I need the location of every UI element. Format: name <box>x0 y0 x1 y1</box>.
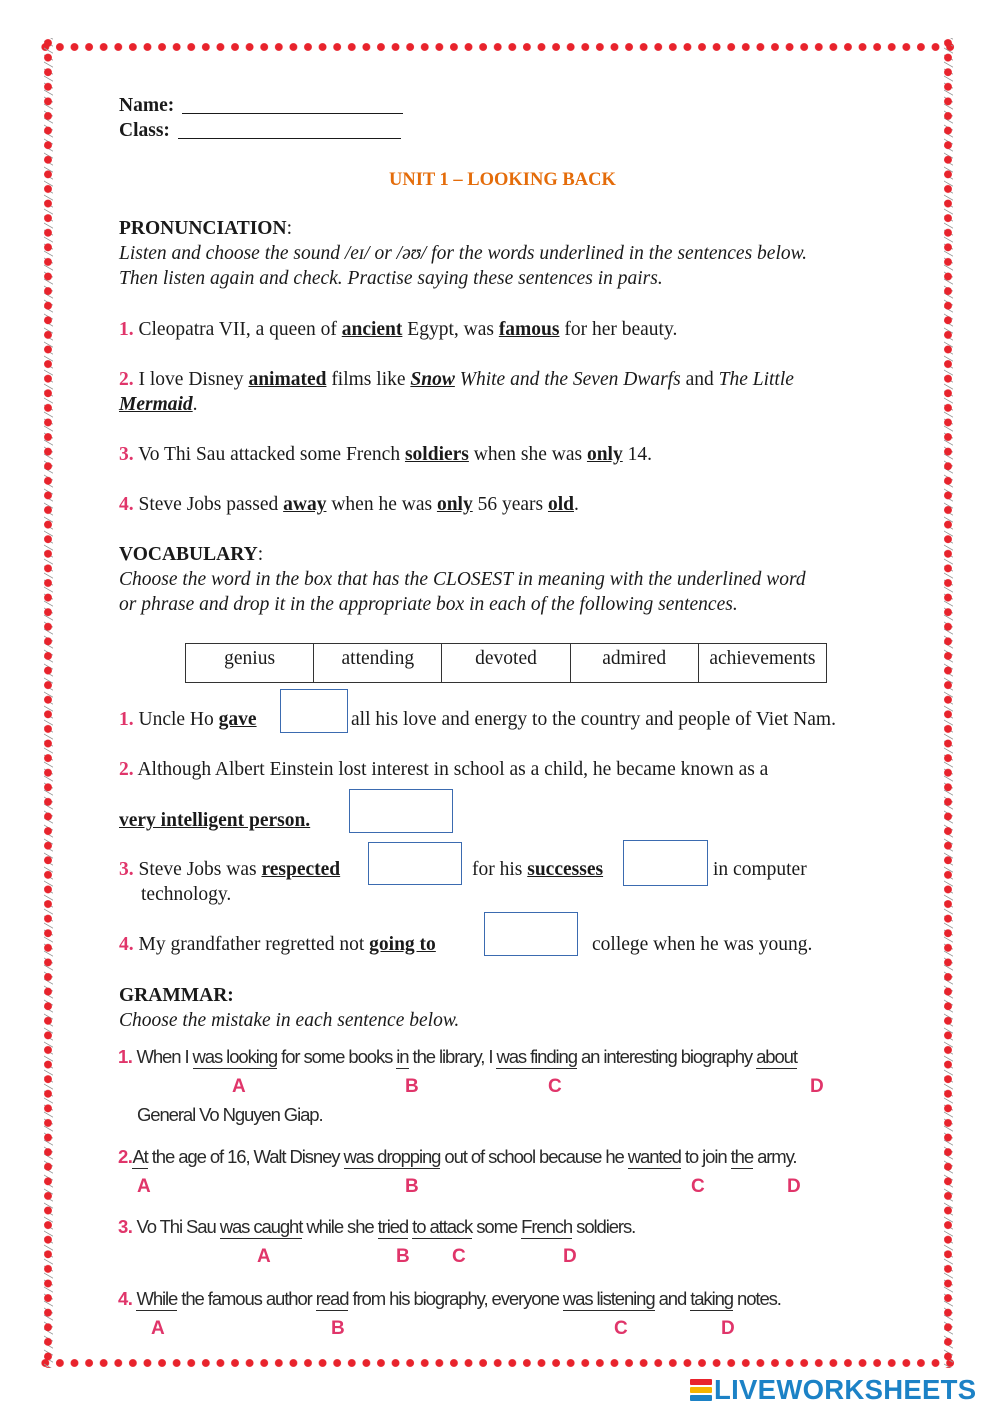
underlined-word: gave <box>218 709 257 730</box>
vocab-question-3-a: 3. Steve Jobs was respected <box>119 859 341 880</box>
class-label: Class: <box>119 120 170 141</box>
vocab-question-3-d: technology. <box>141 884 232 905</box>
word-bank <box>185 643 827 683</box>
page-title: UNIT 1 – LOOKING BACK <box>389 170 616 190</box>
grammar-instruction: Choose the mistake in each sentence below. <box>119 1010 460 1031</box>
pronunciation-instruction-1: Listen and choose the sound /eɪ/ or /əʊ/ for the words underlined in the sentences below. <box>119 243 808 264</box>
name-line <box>119 95 403 117</box>
vocab-question-3-b: for his successes <box>472 859 604 880</box>
option-letter[interactable]: D <box>563 1246 577 1267</box>
option-letter[interactable]: C <box>452 1246 466 1267</box>
vocabulary-instruction-2: or phrase and drop it in the appropriate box in each of the following sentences. <box>119 594 738 615</box>
option-letter[interactable]: B <box>405 1176 419 1197</box>
underlined-word: only <box>436 494 473 515</box>
grammar-question-4: 4. While the famous author read from his biography, everyone was listening and taking notes. <box>118 1288 781 1309</box>
option-letter[interactable]: C <box>548 1076 562 1097</box>
word-bank-item[interactable]: attending <box>314 644 442 682</box>
vocab-question-4-a: 4. My grandfather regretted not going to <box>119 934 436 955</box>
underlined-word: famous <box>498 319 560 340</box>
option-letter[interactable]: B <box>331 1318 345 1339</box>
pron-sentence-3: 3. Vo Thi Sau attacked some French soldiers when she was only 14. <box>119 444 652 465</box>
vocab-question-1-b: all his love and energy to the country and people of Viet Nam. <box>351 709 836 730</box>
grammar-questions-image <box>118 1040 866 1340</box>
grammar-question-1-cont: General Vo Nguyen Giap. <box>137 1104 323 1125</box>
answer-drop-box-5[interactable] <box>484 912 578 956</box>
underlined-word: soldiers <box>404 444 469 465</box>
class-blank <box>178 138 401 139</box>
word-bank-item[interactable]: genius <box>186 644 314 682</box>
pronunciation-instruction-2: Then listen again and check. Practise saying these sentences in pairs. <box>119 268 663 289</box>
underlined-word: successes <box>527 859 604 880</box>
answer-drop-box-4[interactable] <box>623 840 708 886</box>
answer-drop-box-1[interactable] <box>280 689 348 733</box>
option-letter[interactable]: D <box>721 1318 735 1339</box>
underlined-word: away <box>283 494 327 515</box>
vocab-question-4-b: college when he was young. <box>592 934 813 955</box>
pron-sentence-2-cont: Mermaid. <box>119 394 198 415</box>
class-line <box>119 120 401 142</box>
grammar-question-2: 2.At the age of 16, Walt Disney was dropping out of school because he wanted to join the army. <box>118 1146 797 1167</box>
top-border <box>38 40 960 54</box>
option-letter[interactable]: D <box>787 1176 801 1197</box>
grammar-question-3: 3. Vo Thi Sau was caught while she tried to attack some French soldiers. <box>118 1216 636 1237</box>
pron-sentence-1: 1. Cleopatra VII, a queen of ancient Egypt, was famous for her beauty. <box>119 319 678 340</box>
option-letter[interactable]: D <box>810 1076 824 1097</box>
word-bank-item[interactable]: admired <box>571 644 699 682</box>
option-letter[interactable]: C <box>614 1318 628 1339</box>
left-border <box>40 38 56 1368</box>
bottom-border <box>38 1356 960 1370</box>
underlined-phrase: very intelligent person. <box>119 810 311 831</box>
name-blank <box>182 113 403 114</box>
vocab-question-2: 2. Although Albert Einstein lost interest in school as a child, he became known as a <box>119 759 769 780</box>
option-letter[interactable]: A <box>232 1076 246 1097</box>
underlined-word: only <box>586 444 623 465</box>
underlined-word: Snow <box>410 369 455 390</box>
vocab-question-1-a: 1. Uncle Ho gave <box>119 709 257 730</box>
answer-drop-box-2[interactable] <box>349 789 453 833</box>
vocabulary-instruction-1: Choose the word in the box that has the CLOSEST in meaning with the underlined word <box>119 569 806 590</box>
underlined-word: animated <box>248 369 327 390</box>
option-letter[interactable]: C <box>691 1176 705 1197</box>
option-letter[interactable]: A <box>257 1246 271 1267</box>
pron-sentence-4: 4. Steve Jobs passed away when he was only 56 years old. <box>119 494 579 515</box>
underlined-word: going to <box>369 934 436 955</box>
brand-text: LIVEWORKSHEETS <box>714 1374 977 1405</box>
pron-sentence-2: 2. I love Disney animated films like Snow White and the Seven Dwarfs and The Little <box>119 369 794 390</box>
vocabulary-heading: VOCABULARY: <box>119 544 264 565</box>
underlined-word: ancient <box>341 319 403 340</box>
liveworksheets-icon <box>690 1378 712 1402</box>
word-bank-item[interactable]: achievements <box>709 648 816 669</box>
underlined-word: respected <box>261 859 341 880</box>
vocab-question-3-c: in computer <box>713 859 807 880</box>
grammar-heading: GRAMMAR: <box>119 985 234 1006</box>
pronunciation-heading: PRONUNCIATION: <box>119 218 292 239</box>
option-letter[interactable]: A <box>151 1318 165 1339</box>
underlined-word: old <box>547 494 574 515</box>
option-letter[interactable]: B <box>396 1246 410 1267</box>
word-bank-item[interactable]: devoted <box>442 644 570 682</box>
right-border <box>940 38 956 1368</box>
underlined-word: Mermaid <box>119 394 193 415</box>
grammar-question-1: 1. When I was looking for some books in the library, I was finding an interesting biography about <box>118 1046 797 1067</box>
option-letter[interactable]: B <box>405 1076 419 1097</box>
answer-drop-box-3[interactable] <box>368 842 462 885</box>
liveworksheets-logo[interactable] <box>690 1374 976 1406</box>
name-label: Name: <box>119 95 175 116</box>
option-letter[interactable]: A <box>137 1176 151 1197</box>
